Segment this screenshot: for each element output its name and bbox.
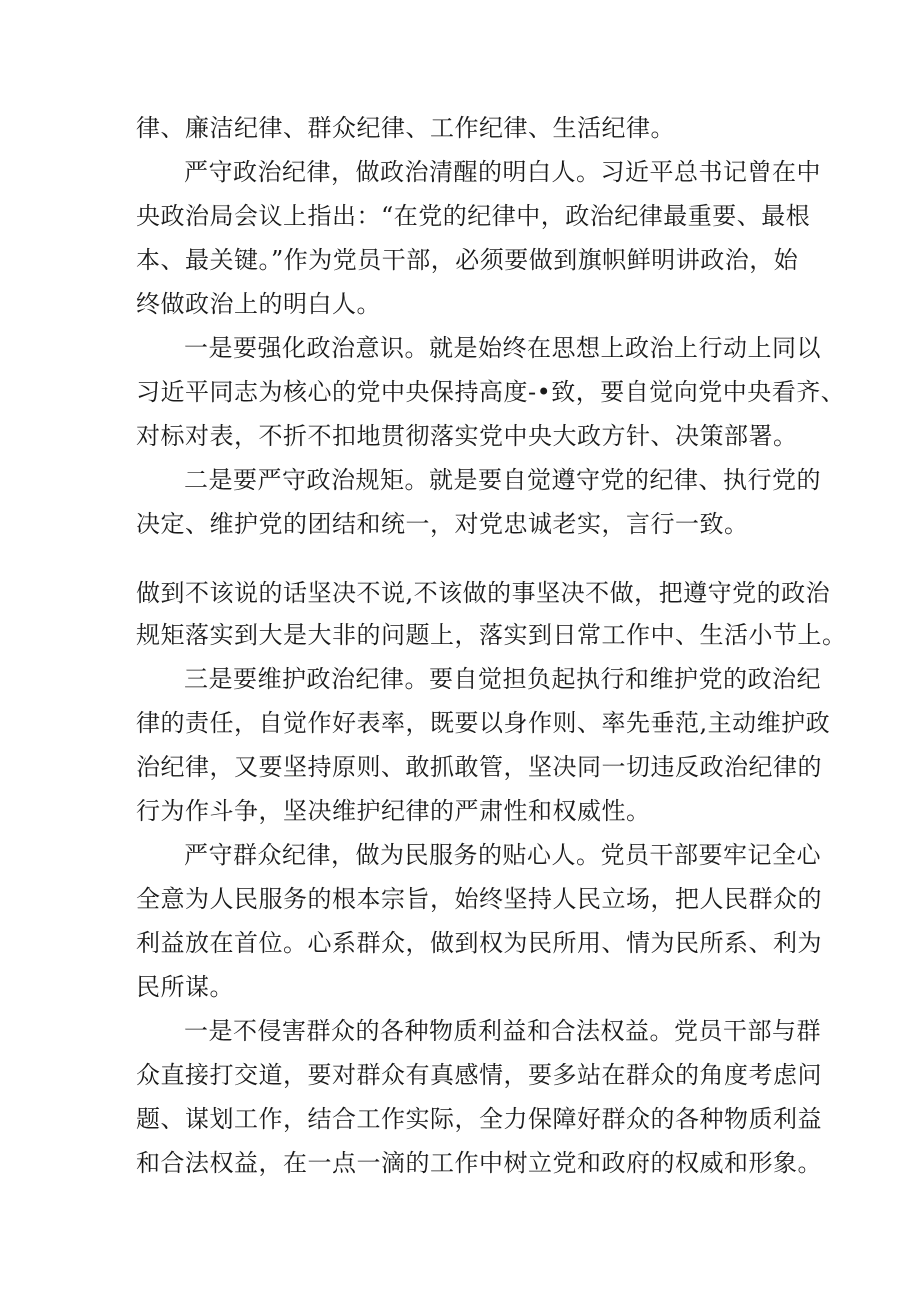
text-line: 做到不该说的话坚决不说,不该做的事坚决不做，把遵守党的政治	[136, 579, 831, 607]
text-line: 规矩落实到大是大非的问题上，落实到日常工作中、生活小节上。	[136, 621, 847, 649]
text-line: 对标对表，不折不扣地贯彻落实党中央大政方针、决策部署。	[136, 422, 798, 450]
text-line: 一是要强化政治意识。就是始终在思想上政治上行动上同以	[184, 334, 821, 362]
text-line: 严守政治纪律，做政治清醒的明白人。习近平总书记曾在中	[184, 158, 821, 186]
text-line: 一是不侵害群众的各种物质利益和合法权益。党员干部与群	[184, 1017, 821, 1045]
text-line: 本、最关键。”作为党员干部，必须要做到旗帜鲜明讲政治，始	[136, 246, 799, 274]
text-line: 央政治局会议上指出：“在党的纪律中，政治纪律最重要、最根	[136, 202, 811, 230]
text-line: 习近平同志为核心的党中央保持高度-•致，要自觉向党中央看齐、	[136, 378, 846, 406]
text-line: 律的责任，自觉作好表率，既要以身作则、率先垂范,主动维护政	[136, 709, 831, 737]
text-line: 众直接打交道，要对群众有真感情，要多站在群众的角度考虑问	[136, 1061, 822, 1089]
text-line: 和合法权益，在一点一滴的工作中树立党和政府的权威和形象。	[136, 1149, 822, 1177]
text-line: 终做政治上的明白人。	[136, 290, 381, 318]
text-line: 题、谋划工作，结合工作实际，全力保障好群众的各种物质利益	[136, 1105, 822, 1133]
text-line: 民所谋。	[136, 973, 234, 1001]
text-line: 律、廉洁纪律、群众纪律、工作纪律、生活纪律。	[136, 114, 675, 142]
text-line: 二是要严守政治规矩。就是要自觉遵守党的纪律、执行党的	[184, 466, 821, 494]
text-line: 严守群众纪律，做为民服务的贴心人。党员干部要牢记全心	[184, 841, 821, 869]
text-line: 全意为人民服务的根本宗旨，始终坚持人民立场，把人民群众的	[136, 885, 822, 913]
text-line: 行为作斗争，坚决维护纪律的严肃性和权威性。	[136, 797, 651, 825]
text-line: 决定、维护党的团结和统一，对党忠诚老实，言行一致。	[136, 510, 749, 538]
text-line: 利益放在首位。心系群众，做到权为民所用、情为民所系、利为	[136, 929, 822, 957]
text-line: 治纪律，又要坚持原则、敢抓敢管，坚决同一切违反政治纪律的	[136, 753, 822, 781]
text-line: 三是要维护政治纪律。要自觉担负起执行和维护党的政治纪	[184, 665, 821, 693]
